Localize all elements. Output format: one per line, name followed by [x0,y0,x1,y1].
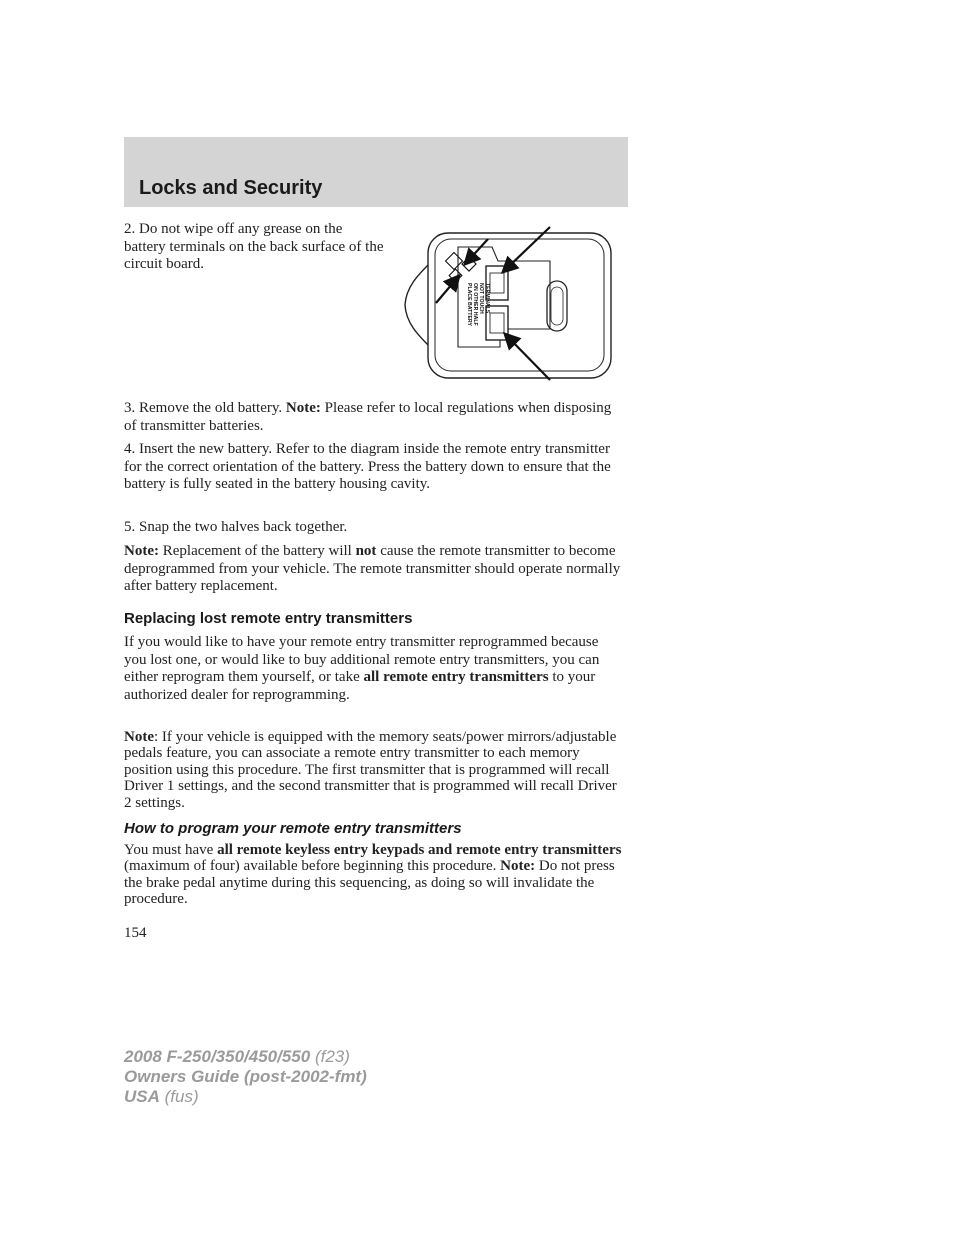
step-3-paragraph: 3. Remove the old battery. Note: Please refer to local regulations when disposing of transmitter batteries. [124,400,612,434]
footer-line-guide: Owners Guide (post-2002-fmt) [124,1067,367,1086]
memory-note-paragraph: Note: If your vehicle is equipped with the memory seats/power mirrors/adjustable pedals feature, you can associate a remote entry transmitter to each memory position using this procedure. The first transmitter that is programmed will recall Driver 1 settings, and the second transmitter that is programmed will recall Driver 2 settings. [124,729,617,811]
reprogramming-paragraph: If you would like to have your remote entry transmitter reprogrammed because you lost one, or would like to buy additional remote entry transmitters, you can either reprogram them yourself, or take all remote entry transmitters to your authorized dealer for reprogramming. [124,634,600,703]
document-footer [124,1047,367,1107]
section-title: Locks and Security [139,177,323,199]
program-requirements-paragraph: You must have all remote keyless entry keypads and remote entry transmitters (maximum of four) available before beginning this procedure. Note: Do not press the brake pedal anytime during this sequencing, as doing so will invalidate the procedure. [124,842,622,908]
footer-line-region: USA (fus) [124,1087,199,1106]
step-2-paragraph: 2. Do not wipe off any grease on the battery terminals on the back surface of the circuit board. [124,221,384,273]
footer-line-model: 2008 F-250/350/450/550 (f23) [124,1047,350,1066]
section-header-band [124,137,628,207]
page-number: 154 [124,925,147,941]
transmitter-battery-diagram [400,225,615,385]
how-to-program-heading: How to program your remote entry transmitters [124,820,462,837]
step-5-paragraph: 5. Snap the two halves back together. [124,519,348,535]
replacing-lost-transmitters-heading: Replacing lost remote entry transmitters [124,610,413,627]
battery-note-paragraph: Note: Replacement of the battery will not cause the remote transmitter to become deprogrammed from your vehicle. The remote transmitter should operate normally after battery replacement. [124,543,621,595]
battery-instruction-label: PLACE BATTERY ON OTHER HALF NOT TOUCH TERMINALS [466,283,490,326]
step-4-paragraph: 4. Insert the new battery. Refer to the diagram inside the remote entry transmitter for the correct orientation of the battery. Press the battery down to ensure that the battery is fully seated in the battery housing cavity. [124,441,611,493]
